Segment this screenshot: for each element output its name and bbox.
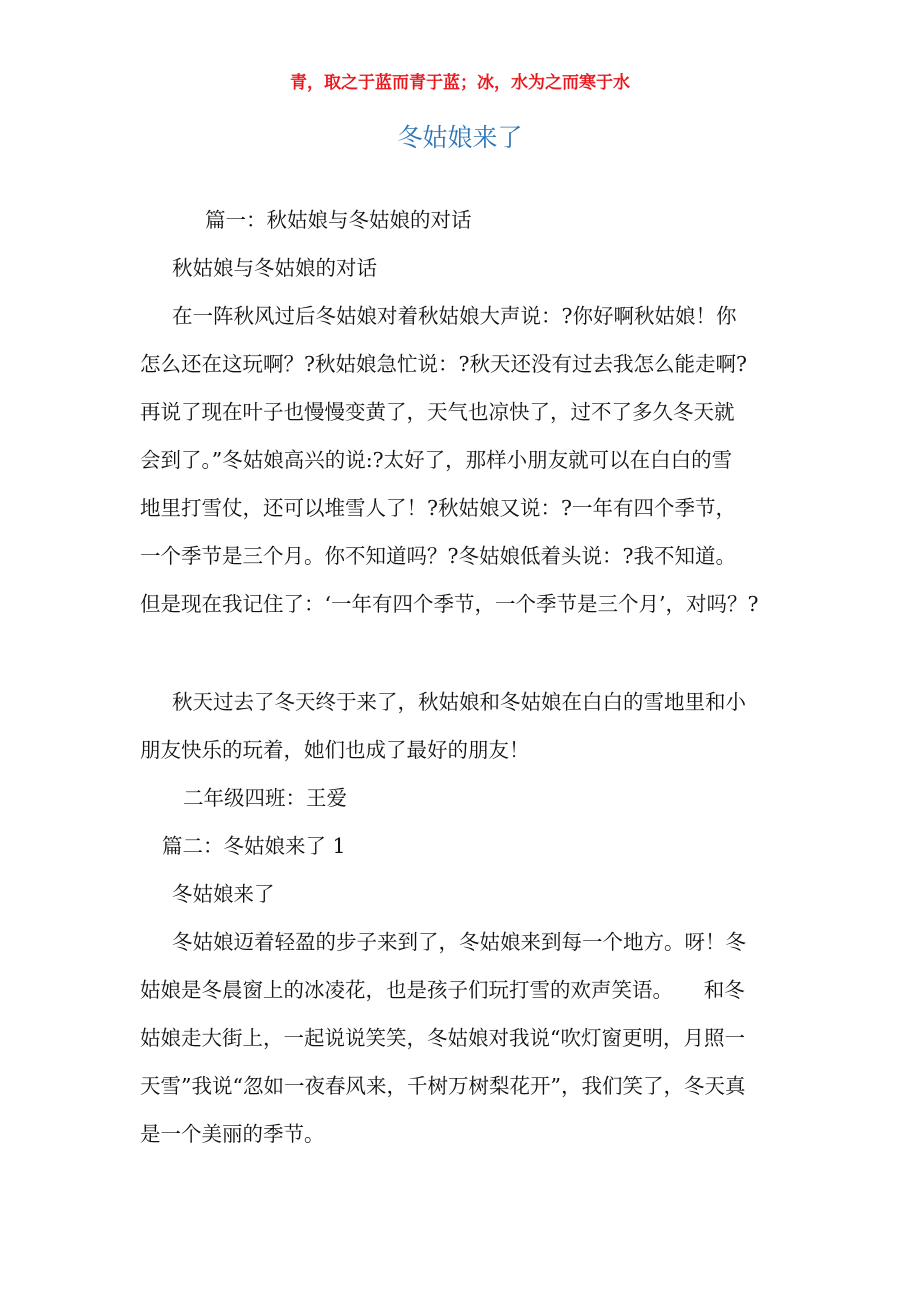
section-one-subtitle: 秋姑娘与冬姑娘的对话 — [172, 256, 377, 280]
paragraph-line: 天雪”我说“忽如一夜春风来，千树万树梨花开”，我们笑了，冬天真 — [140, 1074, 746, 1098]
paragraph-line: 朋友快乐的玩着，她们也成了最好的朋友！ — [140, 738, 530, 762]
paragraph-line: 一个季节是三个月。你不知道吗？?冬姑娘低着头说：?我不知道。 — [140, 544, 736, 568]
section-one-heading: 篇一：秋姑娘与冬姑娘的对话 — [205, 208, 472, 232]
paragraph-line: 地里打雪仗，还可以堆雪人了！?秋姑娘又说：?一年有四个季节， — [140, 496, 736, 520]
paragraph-line: 再说了现在叶子也慢慢变黄了，天气也凉快了，过不了多久冬天就 — [140, 400, 735, 424]
paragraph-line: 但是现在我记住了：‘一年有四个季节，一个季节是三个月’，对吗？? — [140, 592, 759, 616]
author-line: 二年级四班：王爱 — [183, 786, 347, 810]
paragraph-line: 姑娘是冬晨窗上的冰凌花，也是孩子们玩打雪的欢声笑语。 和冬 — [140, 978, 745, 1002]
document-title: 冬姑娘来了 — [397, 123, 523, 152]
paragraph-line: 冬姑娘迈着轻盈的步子来到了，冬姑娘来到每一个地方。呀！冬 — [172, 930, 746, 954]
section-two-subtitle: 冬姑娘来了 — [172, 882, 275, 906]
paragraph-line: 怎么还在这玩啊？?秋姑娘急忙说：?秋天还没有过去我怎么能走啊? — [140, 352, 747, 376]
paragraph-line: 秋天过去了冬天终于来了，秋姑娘和冬姑娘在白白的雪地里和小 — [172, 690, 746, 714]
paragraph-line: 是一个美丽的季节。 — [140, 1122, 325, 1146]
motto-header: 青，取之于蓝而青于蓝；冰，水为之而寒于水 — [290, 73, 630, 93]
paragraph-line: 会到了。”冬姑娘高兴的说:?太好了，那样小朋友就可以在白白的雪 — [140, 448, 733, 472]
section-two-heading: 篇二：冬姑娘来了 1 — [162, 834, 346, 858]
paragraph-line: 在一阵秋风过后冬姑娘对着秋姑娘大声说：?你好啊秋姑娘！你 — [172, 304, 737, 328]
paragraph-line: 姑娘走大街上，一起说说笑笑，冬姑娘对我说“吹灯窗更明，月照一 — [140, 1026, 745, 1050]
